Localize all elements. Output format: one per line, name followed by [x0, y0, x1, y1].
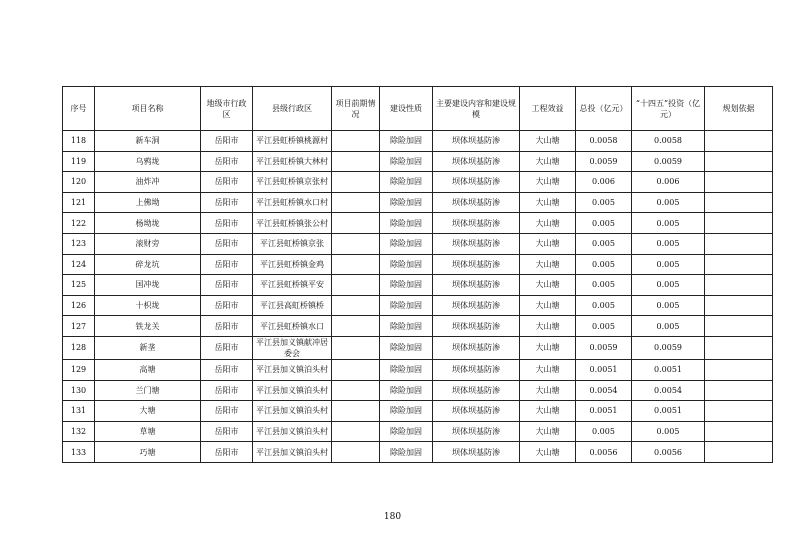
- cell-total: 0.0056: [576, 442, 632, 463]
- cell-prelim: [332, 213, 380, 234]
- cell-content: 坝体坝基防渗: [433, 380, 520, 401]
- cell-content: 坝体坝基防渗: [433, 421, 520, 442]
- cell-name: 巧塘: [95, 442, 201, 463]
- cell-benefit: 大山塘: [520, 380, 576, 401]
- cell-invest: 0.0059: [632, 151, 705, 172]
- cell-nature: 除险加固: [380, 421, 433, 442]
- cell-name: 上佛坳: [95, 192, 201, 213]
- cell-nature: 除险加固: [380, 131, 433, 152]
- cell-no: 133: [63, 442, 95, 463]
- cell-county: 平江县加义镇泊头村: [253, 442, 332, 463]
- cell-city: 岳阳市: [201, 442, 253, 463]
- cell-invest: 0.005: [632, 316, 705, 337]
- cell-nature: 除险加固: [380, 295, 433, 316]
- cell-invest: 0.005: [632, 254, 705, 275]
- cell-name: 大塘: [95, 401, 201, 422]
- cell-prelim: [332, 254, 380, 275]
- cell-basis: [705, 172, 773, 193]
- table-body: [63, 131, 773, 463]
- cell-prelim: [332, 316, 380, 337]
- header-no: 序号: [63, 87, 95, 131]
- header-invest: “十四五”投资（亿元）: [632, 87, 705, 131]
- cell-content: 坝体坝基防渗: [433, 151, 520, 172]
- cell-name: 杨坳垅: [95, 213, 201, 234]
- table-row: [63, 192, 773, 213]
- cell-county: 平江县加义镇献冲居委会: [253, 336, 332, 359]
- cell-nature: 除险加固: [380, 442, 433, 463]
- cell-name: 新车洞: [95, 131, 201, 152]
- cell-invest: 0.0056: [632, 442, 705, 463]
- cell-content: 坝体坝基防渗: [433, 295, 520, 316]
- cell-total: 0.005: [576, 421, 632, 442]
- cell-basis: [705, 401, 773, 422]
- cell-basis: [705, 295, 773, 316]
- cell-no: 123: [63, 233, 95, 254]
- cell-city: 岳阳市: [201, 336, 253, 359]
- cell-basis: [705, 192, 773, 213]
- cell-no: 125: [63, 275, 95, 296]
- header-prelim: 项目前期情况: [332, 87, 380, 131]
- cell-invest: 0.006: [632, 172, 705, 193]
- cell-nature: 除险加固: [380, 213, 433, 234]
- cell-basis: [705, 151, 773, 172]
- cell-county: 平江县虹桥镇桃源村: [253, 131, 332, 152]
- cell-total: 0.005: [576, 192, 632, 213]
- cell-total: 0.005: [576, 275, 632, 296]
- project-table: [62, 86, 773, 463]
- cell-benefit: 大山塘: [520, 172, 576, 193]
- cell-no: 119: [63, 151, 95, 172]
- cell-nature: 除险加固: [380, 359, 433, 380]
- cell-total: 0.005: [576, 295, 632, 316]
- cell-prelim: [332, 151, 380, 172]
- cell-name: 兰门塘: [95, 380, 201, 401]
- cell-county: 平江县虹桥镇水口村: [253, 192, 332, 213]
- cell-benefit: 大山塘: [520, 213, 576, 234]
- cell-content: 坝体坝基防渗: [433, 233, 520, 254]
- cell-benefit: 大山塘: [520, 192, 576, 213]
- cell-city: 岳阳市: [201, 213, 253, 234]
- cell-name: 草塘: [95, 421, 201, 442]
- cell-prelim: [332, 401, 380, 422]
- cell-city: 岳阳市: [201, 295, 253, 316]
- cell-content: 坝体坝基防渗: [433, 359, 520, 380]
- header-basis: 规划依据: [705, 87, 773, 131]
- cell-basis: [705, 233, 773, 254]
- cell-benefit: 大山塘: [520, 131, 576, 152]
- cell-city: 岳阳市: [201, 401, 253, 422]
- cell-invest: 0.005: [632, 275, 705, 296]
- page-number: 180: [383, 512, 402, 522]
- table-row: [63, 380, 773, 401]
- cell-content: 坝体坝基防渗: [433, 254, 520, 275]
- cell-invest: 0.0051: [632, 401, 705, 422]
- cell-name: 乌鸦垅: [95, 151, 201, 172]
- cell-county: 平江县虹桥镇金鸡: [253, 254, 332, 275]
- cell-city: 岳阳市: [201, 316, 253, 337]
- cell-invest: 0.0051: [632, 359, 705, 380]
- cell-name: 油炸冲: [95, 172, 201, 193]
- cell-total: 0.005: [576, 254, 632, 275]
- cell-city: 岳阳市: [201, 254, 253, 275]
- cell-city: 岳阳市: [201, 380, 253, 401]
- cell-no: 118: [63, 131, 95, 152]
- cell-nature: 除险加固: [380, 316, 433, 337]
- cell-content: 坝体坝基防渗: [433, 131, 520, 152]
- table-row: [63, 316, 773, 337]
- cell-basis: [705, 316, 773, 337]
- table-row: [63, 421, 773, 442]
- cell-prelim: [332, 275, 380, 296]
- table-row: [63, 401, 773, 422]
- cell-content: 坝体坝基防渗: [433, 172, 520, 193]
- cell-no: 131: [63, 401, 95, 422]
- table-row: [63, 295, 773, 316]
- cell-content: 坝体坝基防渗: [433, 336, 520, 359]
- cell-content: 坝体坝基防渗: [433, 275, 520, 296]
- cell-city: 岳阳市: [201, 172, 253, 193]
- cell-no: 121: [63, 192, 95, 213]
- cell-no: 128: [63, 336, 95, 359]
- cell-content: 坝体坝基防渗: [433, 442, 520, 463]
- cell-nature: 除险加固: [380, 401, 433, 422]
- cell-benefit: 大山塘: [520, 295, 576, 316]
- cell-total: 0.0059: [576, 151, 632, 172]
- cell-invest: 0.0059: [632, 336, 705, 359]
- cell-city: 岳阳市: [201, 233, 253, 254]
- cell-basis: [705, 275, 773, 296]
- cell-county: 平江县虹桥镇大林村: [253, 151, 332, 172]
- cell-invest: 0.005: [632, 421, 705, 442]
- cell-county: 平江县虹桥镇京张村: [253, 172, 332, 193]
- cell-city: 岳阳市: [201, 192, 253, 213]
- cell-no: 124: [63, 254, 95, 275]
- cell-county: 平江县加义镇泊头村: [253, 380, 332, 401]
- cell-name: 十枳垅: [95, 295, 201, 316]
- cell-benefit: 大山塘: [520, 316, 576, 337]
- cell-total: 0.006: [576, 172, 632, 193]
- cell-basis: [705, 336, 773, 359]
- cell-benefit: 大山塘: [520, 359, 576, 380]
- table-row: [63, 442, 773, 463]
- cell-benefit: 大山塘: [520, 233, 576, 254]
- cell-no: 120: [63, 172, 95, 193]
- cell-nature: 除险加固: [380, 254, 433, 275]
- cell-nature: 除险加固: [380, 336, 433, 359]
- cell-no: 122: [63, 213, 95, 234]
- cell-name: 铁龙关: [95, 316, 201, 337]
- cell-content: 坝体坝基防渗: [433, 192, 520, 213]
- cell-name: 国冲垅: [95, 275, 201, 296]
- header-nature: 建设性质: [380, 87, 433, 131]
- cell-total: 0.0059: [576, 336, 632, 359]
- cell-benefit: 大山塘: [520, 275, 576, 296]
- cell-total: 0.0054: [576, 380, 632, 401]
- cell-prelim: [332, 359, 380, 380]
- cell-no: 132: [63, 421, 95, 442]
- cell-total: 0.0051: [576, 401, 632, 422]
- cell-name: 高塘: [95, 359, 201, 380]
- cell-prelim: [332, 336, 380, 359]
- cell-total: 0.005: [576, 233, 632, 254]
- table-row: [63, 275, 773, 296]
- cell-invest: 0.0054: [632, 380, 705, 401]
- cell-county: 平江县虹桥镇张公村: [253, 213, 332, 234]
- cell-invest: 0.005: [632, 192, 705, 213]
- cell-total: 0.005: [576, 213, 632, 234]
- cell-prelim: [332, 172, 380, 193]
- cell-invest: 0.005: [632, 233, 705, 254]
- cell-county: 平江县虹桥镇水口: [253, 316, 332, 337]
- cell-basis: [705, 380, 773, 401]
- cell-county: 平江县虹桥镇平安: [253, 275, 332, 296]
- cell-content: 坝体坝基防渗: [433, 316, 520, 337]
- cell-county: 平江县虹桥镇京张: [253, 233, 332, 254]
- cell-nature: 除险加固: [380, 380, 433, 401]
- table-row: [63, 151, 773, 172]
- cell-nature: 除险加固: [380, 151, 433, 172]
- cell-basis: [705, 421, 773, 442]
- cell-prelim: [332, 295, 380, 316]
- cell-county: 平江县加义镇泊头村: [253, 421, 332, 442]
- cell-prelim: [332, 380, 380, 401]
- table-row: [63, 131, 773, 152]
- header-county: 县级行政区: [253, 87, 332, 131]
- cell-city: 岳阳市: [201, 421, 253, 442]
- cell-basis: [705, 442, 773, 463]
- cell-nature: 除险加固: [380, 192, 433, 213]
- cell-basis: [705, 131, 773, 152]
- table-row: [63, 336, 773, 359]
- table-row: [63, 254, 773, 275]
- cell-county: 平江县高虹桥镇桥: [253, 295, 332, 316]
- cell-city: 岳阳市: [201, 131, 253, 152]
- cell-prelim: [332, 421, 380, 442]
- table-row: [63, 213, 773, 234]
- cell-basis: [705, 254, 773, 275]
- cell-name: 新垄: [95, 336, 201, 359]
- cell-prelim: [332, 442, 380, 463]
- cell-nature: 除险加固: [380, 275, 433, 296]
- cell-no: 127: [63, 316, 95, 337]
- cell-county: 平江县加义镇泊头村: [253, 401, 332, 422]
- cell-benefit: 大山塘: [520, 254, 576, 275]
- cell-content: 坝体坝基防渗: [433, 213, 520, 234]
- table-row: [63, 172, 773, 193]
- cell-name: 碎龙坑: [95, 254, 201, 275]
- cell-no: 129: [63, 359, 95, 380]
- header-name: 项目名称: [95, 87, 201, 131]
- cell-benefit: 大山塘: [520, 442, 576, 463]
- table-header-row: [63, 87, 773, 131]
- header-city: 地级市行政区: [201, 87, 253, 131]
- table-row: [63, 233, 773, 254]
- cell-nature: 除险加固: [380, 233, 433, 254]
- cell-content: 坝体坝基防渗: [433, 401, 520, 422]
- cell-no: 126: [63, 295, 95, 316]
- cell-benefit: 大山塘: [520, 336, 576, 359]
- cell-benefit: 大山塘: [520, 401, 576, 422]
- cell-prelim: [332, 192, 380, 213]
- cell-invest: 0.0058: [632, 131, 705, 152]
- header-benefit: 工程效益: [520, 87, 576, 131]
- header-content: 主要建设内容和建设规模: [433, 87, 520, 131]
- cell-invest: 0.005: [632, 295, 705, 316]
- cell-prelim: [332, 131, 380, 152]
- cell-county: 平江县加义镇泊头村: [253, 359, 332, 380]
- cell-nature: 除险加固: [380, 172, 433, 193]
- cell-name: 滚财旁: [95, 233, 201, 254]
- cell-no: 130: [63, 380, 95, 401]
- cell-city: 岳阳市: [201, 275, 253, 296]
- cell-city: 岳阳市: [201, 151, 253, 172]
- cell-total: 0.0051: [576, 359, 632, 380]
- cell-benefit: 大山塘: [520, 421, 576, 442]
- cell-total: 0.0058: [576, 131, 632, 152]
- cell-invest: 0.005: [632, 213, 705, 234]
- cell-benefit: 大山塘: [520, 151, 576, 172]
- cell-prelim: [332, 233, 380, 254]
- header-total: 总投（亿元）: [576, 87, 632, 131]
- table-row: [63, 359, 773, 380]
- cell-city: 岳阳市: [201, 359, 253, 380]
- cell-total: 0.005: [576, 316, 632, 337]
- cell-basis: [705, 359, 773, 380]
- cell-basis: [705, 213, 773, 234]
